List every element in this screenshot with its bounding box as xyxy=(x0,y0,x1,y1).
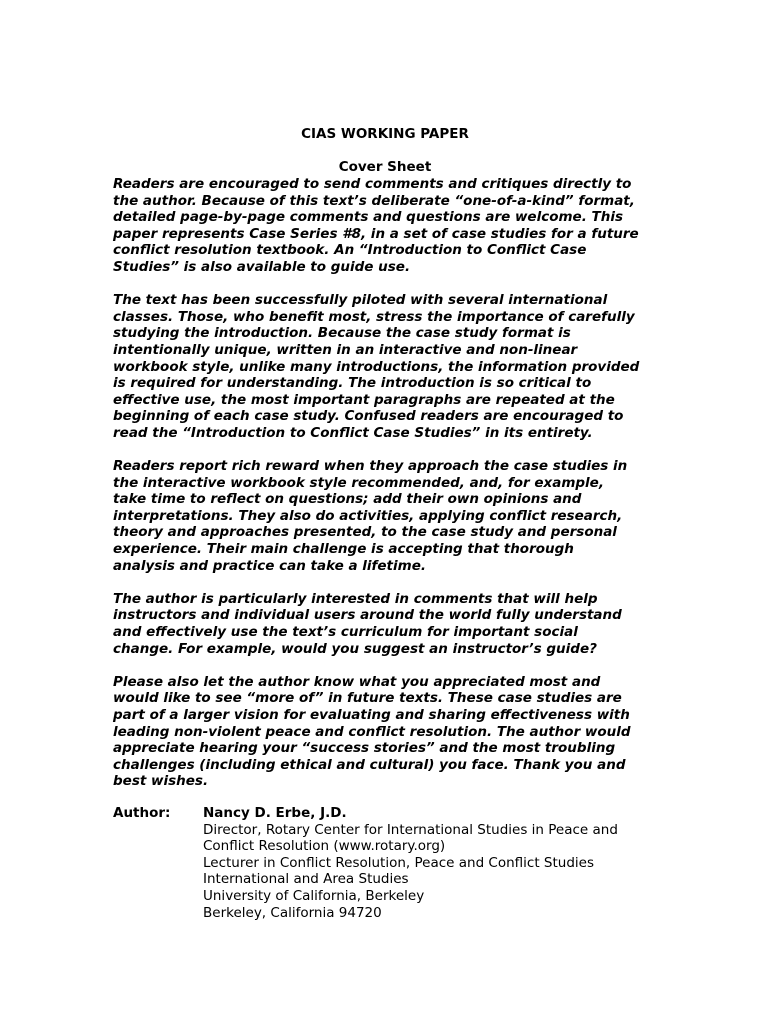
paragraph-comments: The author is particularly interested in comments that will help instructors and individual users around the world fully understand and effectively use the text’s curriculum for important social change. For example, would you suggest an instructor’s guide? xyxy=(113,590,622,657)
author-title-line: International and Area Studies xyxy=(203,871,409,888)
author-name: Nancy D. Erbe, J.D. xyxy=(203,805,347,821)
document-subtitle: Cover Sheet xyxy=(338,159,432,175)
author-details xyxy=(203,805,673,921)
document-title: CIAS WORKING PAPER xyxy=(301,126,469,142)
paragraph-closing: Please also let the author know what you appreciated most and would like to see “more of” in future texts. These case studies are part of a larger vision for evaluating and sharing effectiveness with leading non-violent peace and conflict resolution. The author would appreciate hearing your “success stories” and the most troubling challenges (including ethical and cultural) you face. Thank you and best wishes. xyxy=(113,673,631,790)
paragraph-intro: Readers are encouraged to send comments and critiques directly to the author. Because of this text’s deliberate “one-of-a-kind” format, detailed page-by-page comments and questions are welcome. This paper represents Case Series #8, in a set of case studies for a future conflict resolution textbook. An “Introduction to Conflict Case Studies” is also available to guide use. xyxy=(113,176,639,275)
author-label: Author: xyxy=(113,805,171,821)
paragraph-piloted: The text has been successfully piloted with several international classes. Those, who benefit most, stress the importance of carefully studying the introduction. Because the case study format is intentionally unique, written in an interactive and non-linear workbook style, unlike many introductions, the information provided is required for understanding. The introduction is so critical to effective use, the most important paragraphs are repeated at the beginning of each case study. Confused readers are encouraged to read the “Introduction to Conflict Case Studies” in its entirety. xyxy=(113,292,640,441)
author-title-line: Berkeley, California 94720 xyxy=(203,904,382,921)
cover-sheet-body xyxy=(113,176,673,807)
author-title-line: Conflict Resolution (www.rotary.org) xyxy=(203,838,446,855)
paragraph-reward: Readers report rich reward when they approach the case studies in the interactive workbook style recommended, and, for example, take time to reflect on questions; add their own opinions and interpretations. They also do activities, applying conflict research, theory and approaches presented, to the case study and personal experience. Their main challenge is accepting that thorough analysis and practice can take a lifetime. xyxy=(113,458,628,574)
author-title-line: University of California, Berkeley xyxy=(203,887,425,904)
author-title-line: Director, Rotary Center for International Studies in Peace and xyxy=(203,821,618,838)
author-title-line: Lecturer in Conflict Resolution, Peace and Conflict Studies xyxy=(203,854,595,871)
